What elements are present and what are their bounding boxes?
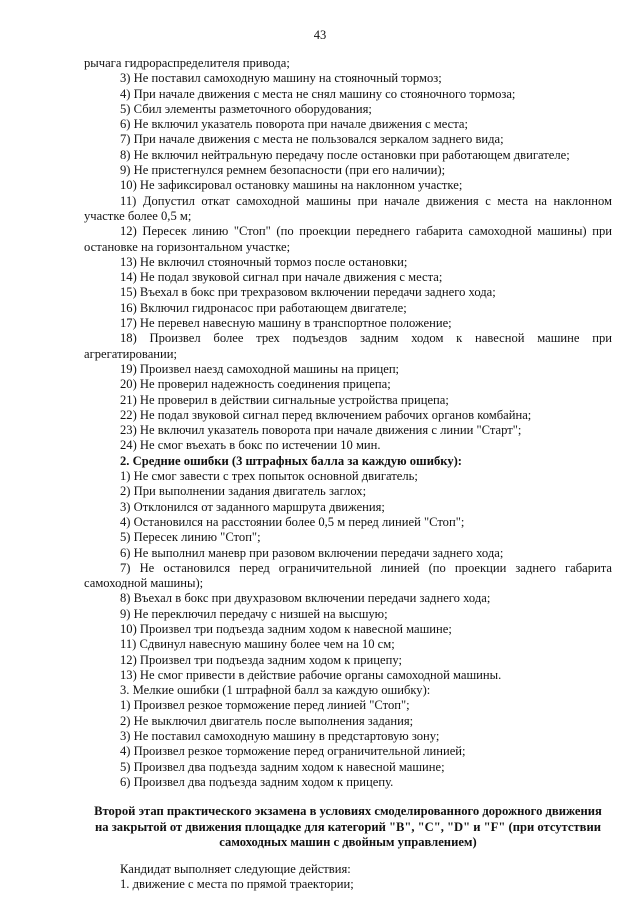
list-item: 4) Остановился на расстоянии более 0,5 м перед линией "Стоп"; — [120, 514, 465, 529]
list-item: 9) Не пристегнулся ремнем безопасности (при его наличии); — [120, 163, 446, 178]
list-item: 7) При начале движения с места не пользовался зеркалом заднего вида; — [120, 132, 504, 147]
list-item-continuation: самоходной машины); — [84, 576, 204, 591]
list-item: 22) Не подал звуковой сигнал перед включением рабочих органов комбайна; — [120, 407, 532, 422]
section-heading-line: на закрытой от движения площадке для категорий "B", "C", "D" и "F" (при отсутствии — [95, 819, 601, 834]
list-item: 7) Не остановился перед ограничительной линией (по проекции заднего габарита — [120, 560, 612, 575]
list-item: 5) Сбил элементы разметочного оборудования; — [120, 101, 372, 116]
list-item: 3) Не поставил самоходную машину на стояночный тормоз; — [120, 71, 442, 86]
document-body — [84, 56, 612, 893]
list-item: 17) Не перевел навесную машину в транспортное положение; — [120, 316, 452, 331]
list-item: 8) Не включил нейтральную передачу после остановки при работающем двигателе; — [120, 147, 570, 162]
section-heading-line: Второй этап практического экзамена в условиях смоделированного дорожного движения — [94, 804, 602, 819]
section-heading — [84, 804, 612, 850]
list-item: 1) Произвел резкое торможение перед линией "Стоп"; — [120, 698, 410, 713]
list-item: 3) Отклонился от заданного маршрута движения; — [120, 499, 385, 514]
list-item: 16) Включил гидронасос при работающем двигателе; — [120, 300, 407, 315]
list-item: 4) При начале движения с места не снял машину со стояночного тормоза; — [120, 86, 516, 101]
list-item: 13) Не смог привести в действие рабочие органы самоходной машины. — [120, 667, 502, 682]
page-number: 43 — [313, 28, 327, 42]
list-item: рычага гидрораспределителя привода; — [84, 56, 290, 70]
section-heading-line: самоходных машин с двойным управлением) — [219, 834, 477, 849]
list-item: 18) Произвел более трех подъездов задним ходом к навесной машине при — [120, 331, 612, 346]
list-item: 19) Произвел наезд самоходной машины на прицеп; — [120, 361, 400, 376]
list-item: 6) Не выполнил маневр при разовом включении передачи заднего хода; — [120, 545, 504, 560]
list-item: 5) Пересек линию "Стоп"; — [120, 530, 261, 545]
list-item: 20) Не проверил надежность соединения прицепа; — [120, 377, 391, 392]
list-item-continuation: остановке на горизонтальном участке; — [84, 239, 291, 254]
minor-errors-title: 3. Мелкие ошибки (1 штрафной балл за каждую ошибку): — [120, 683, 431, 698]
list-item: 13) Не включил стояночный тормоз после остановки; — [120, 254, 408, 269]
list-item: 10) Произвел три подъезда задним ходом к навесной машине; — [120, 621, 452, 636]
list-item: 10) Не зафиксировал остановку машины на наклонном участке; — [120, 178, 463, 193]
paragraph: Кандидат выполняет следующие действия: — [120, 862, 351, 877]
list-item: 1) Не смог завести с трех попыток основной двигатель; — [120, 469, 418, 484]
list-item: 11) Допустил откат самоходной машины при начале движения с места на наклонном — [120, 193, 612, 208]
list-item-continuation: участке более 0,5 м; — [84, 208, 192, 223]
list-item: 1. движение с места по прямой траектории; — [120, 877, 354, 892]
list-item: 3) Не поставил самоходную машину в предстартовую зону; — [120, 729, 440, 744]
list-item: 2) Не выключил двигатель после выполнения задания; — [120, 713, 414, 728]
list-item: 15) Въехал в бокс при трехразовом включении передачи заднего хода; — [120, 285, 496, 300]
list-item: 9) Не переключил передачу с низшей на высшую; — [120, 606, 388, 621]
list-item: 2) При выполнении задания двигатель заглох; — [120, 484, 367, 499]
list-item: 12) Пересек линию "Стоп" (по проекции переднего габарита самоходной машины) при — [120, 224, 612, 239]
list-item: 14) Не подал звуковой сигнал при начале движения с места; — [120, 270, 443, 285]
list-item: 5) Произвел два подъезда задним ходом к навесной машине; — [120, 759, 445, 774]
list-item: 4) Произвел резкое торможение перед ограничительной линией; — [120, 744, 466, 759]
list-item: 11) Сдвинул навесную машину более чем на 10 см; — [120, 637, 395, 652]
list-item: 21) Не проверил в действии сигнальные устройства прицепа; — [120, 392, 449, 407]
list-item: 12) Произвел три подъезда задним ходом к прицепу; — [120, 652, 402, 667]
list-item-continuation: агрегатировании; — [84, 346, 177, 361]
list-item: 8) Въехал в бокс при двухразовом включении передачи заднего хода; — [120, 591, 491, 606]
list-item: 23) Не включил указатель поворота при начале движения с линии "Старт"; — [120, 423, 522, 438]
medium-errors-title: 2. Средние ошибки (3 штрафных балла за каждую ошибку): — [120, 453, 463, 468]
list-item: 6) Не включил указатель поворота при начале движения с места; — [120, 117, 468, 132]
list-item: 6) Произвел два подъезда задним ходом к прицепу. — [120, 774, 394, 789]
list-item: 24) Не смог въехать в бокс по истечении 10 мин. — [120, 438, 381, 453]
